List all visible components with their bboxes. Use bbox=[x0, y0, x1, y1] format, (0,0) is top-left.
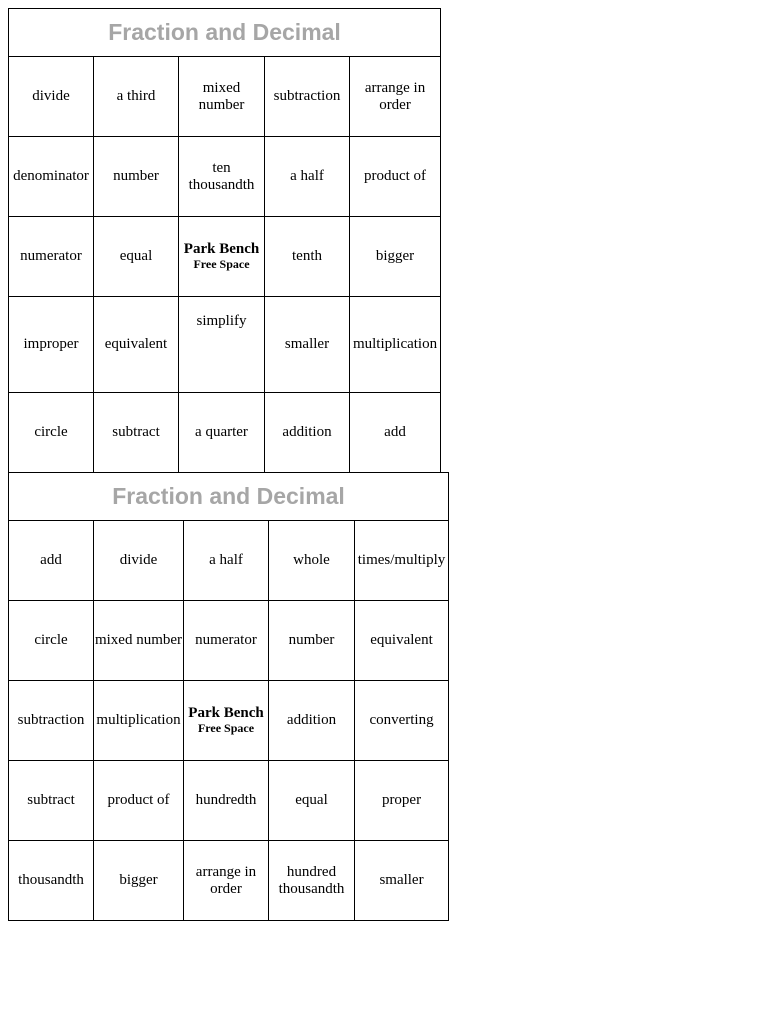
bingo-card-1 bbox=[8, 8, 441, 473]
bingo-cell: proper bbox=[355, 761, 449, 841]
bingo-cell: improper bbox=[9, 297, 94, 393]
card-title: Fraction and Decimal bbox=[9, 9, 441, 57]
free-space-cell bbox=[179, 217, 265, 297]
bingo-cell: converting bbox=[355, 681, 449, 761]
card-row bbox=[9, 217, 441, 297]
bingo-cell: number bbox=[269, 601, 355, 681]
bingo-cell: bigger bbox=[350, 217, 441, 297]
free-space-sublabel: Free Space bbox=[193, 257, 250, 271]
bingo-cell: a half bbox=[184, 521, 269, 601]
bingo-cell: a third bbox=[94, 57, 179, 137]
bingo-cell: product of bbox=[94, 761, 184, 841]
card-row bbox=[9, 57, 441, 137]
card-title-row bbox=[9, 473, 449, 521]
bingo-cell: subtract bbox=[9, 761, 94, 841]
card-row bbox=[9, 601, 449, 681]
card-row bbox=[9, 841, 449, 921]
bingo-cell: whole bbox=[269, 521, 355, 601]
bingo-cell: simplify bbox=[179, 297, 265, 393]
free-space-sublabel: Free Space bbox=[197, 721, 255, 735]
bingo-cell: tenth bbox=[265, 217, 350, 297]
card-row bbox=[9, 761, 449, 841]
bingo-cell: divide bbox=[9, 57, 94, 137]
bingo-cell: equivalent bbox=[94, 297, 179, 393]
bingo-cell: subtract bbox=[94, 393, 179, 473]
bingo-cell: arrange in order bbox=[184, 841, 269, 921]
bingo-card-2 bbox=[8, 472, 449, 921]
bingo-cell: equal bbox=[269, 761, 355, 841]
bingo-cell: subtraction bbox=[9, 681, 94, 761]
bingo-cell: bigger bbox=[94, 841, 184, 921]
bingo-cell: hundred thousandth bbox=[269, 841, 355, 921]
card-row bbox=[9, 521, 449, 601]
bingo-cell: equivalent bbox=[355, 601, 449, 681]
card-title-row bbox=[9, 9, 441, 57]
bingo-cell: arrange in order bbox=[350, 57, 441, 137]
bingo-cell: denominator bbox=[9, 137, 94, 217]
card-row bbox=[9, 393, 441, 473]
free-space-cell bbox=[184, 681, 269, 761]
bingo-cell: numerator bbox=[184, 601, 269, 681]
bingo-cell: circle bbox=[9, 393, 94, 473]
card-title: Fraction and Decimal bbox=[9, 473, 449, 521]
bingo-cell: times/multiply bbox=[355, 521, 449, 601]
bingo-cell: equal bbox=[94, 217, 179, 297]
bingo-cell: addition bbox=[269, 681, 355, 761]
free-space-label: Park Bench bbox=[183, 241, 260, 257]
bingo-cell: ten thousandth bbox=[179, 137, 265, 217]
bingo-cell: circle bbox=[9, 601, 94, 681]
bingo-cell: thousandth bbox=[9, 841, 94, 921]
bingo-cell: a quarter bbox=[179, 393, 265, 473]
bingo-cell: smaller bbox=[265, 297, 350, 393]
bingo-cell: a half bbox=[265, 137, 350, 217]
bingo-cell: add bbox=[9, 521, 94, 601]
bingo-cell: hundredth bbox=[184, 761, 269, 841]
bingo-cell: add bbox=[350, 393, 441, 473]
bingo-cell: smaller bbox=[355, 841, 449, 921]
bingo-cell: addition bbox=[265, 393, 350, 473]
bingo-cell: subtraction bbox=[265, 57, 350, 137]
card-row bbox=[9, 681, 449, 761]
bingo-cell: multiplication bbox=[350, 297, 441, 393]
card-row bbox=[9, 297, 441, 393]
bingo-cell: mixed number bbox=[179, 57, 265, 137]
bingo-cell: numerator bbox=[9, 217, 94, 297]
free-space-label: Park Bench bbox=[188, 705, 264, 721]
card-row bbox=[9, 137, 441, 217]
bingo-cell: product of bbox=[350, 137, 441, 217]
bingo-cell: divide bbox=[94, 521, 184, 601]
bingo-cell: number bbox=[94, 137, 179, 217]
bingo-cell: multiplication bbox=[94, 681, 184, 761]
bingo-cell: mixed number bbox=[94, 601, 184, 681]
